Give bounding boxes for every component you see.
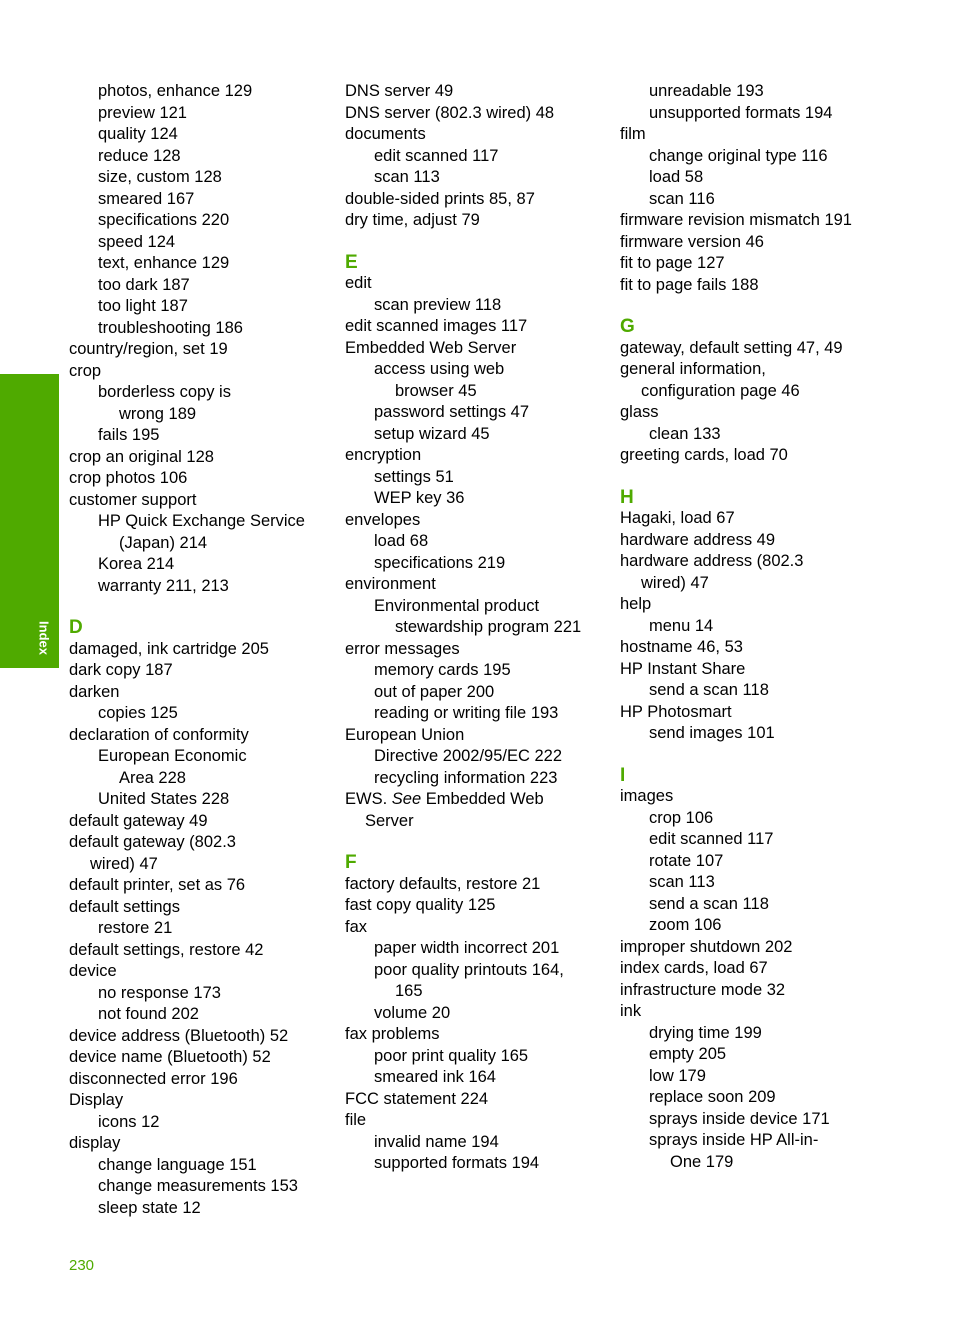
index-entry: stewardship program 221 xyxy=(395,618,582,636)
index-column-1 xyxy=(69,81,331,1219)
index-entry: low 179 xyxy=(649,1066,706,1085)
index-entry: United States 228 xyxy=(98,790,230,808)
index-entry: fax xyxy=(345,917,368,936)
index-entry: password settings 47 xyxy=(374,403,530,421)
index-entry: factory defaults, restore 21 xyxy=(345,874,541,893)
index-entry: photos, enhance 129 xyxy=(98,82,253,100)
index-entry: specifications 220 xyxy=(98,211,230,229)
index-entry: smeared ink 164 xyxy=(374,1068,496,1086)
index-entry: no response 173 xyxy=(98,983,221,1002)
index-entry: index cards, load 67 xyxy=(620,959,768,977)
index-entry: smeared 167 xyxy=(98,189,195,208)
index-entry: declaration of conformity xyxy=(69,725,249,744)
index-entry: change measurements 153 xyxy=(98,1177,298,1195)
index-entry: quality 124 xyxy=(98,125,178,143)
index-entry: setup wizard 45 xyxy=(374,424,490,443)
index-entry: HP Quick Exchange Service xyxy=(98,512,305,530)
index-entry: encryption xyxy=(345,446,422,464)
page-number: 230 xyxy=(69,1257,95,1274)
index-entry: poor quality printouts 164, xyxy=(374,960,564,979)
index-entry: zoom 106 xyxy=(649,916,722,934)
index-entry: change language 151 xyxy=(98,1155,257,1174)
index-entry: fails 195 xyxy=(98,426,160,444)
index-entry: icons 12 xyxy=(98,1112,160,1131)
index-entry: crop an original 128 xyxy=(69,447,214,466)
index-entry: size, custom 128 xyxy=(98,168,222,186)
index-entry: out of paper 200 xyxy=(374,682,495,701)
index-entry: display xyxy=(69,1134,121,1152)
index-entry: preview 121 xyxy=(98,103,187,122)
index-entry: menu 14 xyxy=(649,616,714,635)
index-entry: edit scanned 117 xyxy=(374,146,499,165)
index-entry: firmware version 46 xyxy=(620,232,764,251)
index-entry: Directive 2002/95/EC 222 xyxy=(374,747,563,765)
index-entry: configuration page 46 xyxy=(641,381,800,400)
index-entry: ink xyxy=(620,1002,642,1020)
index-entry: edit scanned 117 xyxy=(649,830,774,848)
index-entry: default gateway 49 xyxy=(69,811,208,830)
index-entry: unsupported formats 194 xyxy=(649,103,833,122)
index-entry: gateway, default setting 47, 49 xyxy=(620,338,843,357)
index-entry: send a scan 118 xyxy=(649,894,769,913)
index-entry: hardware address (802.3 xyxy=(620,552,804,570)
index-column-2 xyxy=(345,81,607,1175)
index-entry: rotate 107 xyxy=(649,851,724,870)
index-entry: double-sided prints 85, 87 xyxy=(345,189,535,208)
index-entry: film xyxy=(620,125,646,143)
index-entry: general information, xyxy=(620,360,766,378)
index-entry: HP Photosmart xyxy=(620,702,732,721)
index-entry: Hagaki, load 67 xyxy=(620,509,735,527)
index-entry: improper shutdown 202 xyxy=(620,937,793,956)
index-entry: settings 51 xyxy=(374,467,454,486)
index-entry: default settings xyxy=(69,897,180,916)
index-entry: European Economic xyxy=(98,747,247,765)
index-entry: too light 187 xyxy=(98,297,188,315)
index-entry: fit to page 127 xyxy=(620,254,725,272)
index-entry: fax problems xyxy=(345,1025,440,1043)
index-entry: device xyxy=(69,962,117,980)
index-entry: invalid name 194 xyxy=(374,1132,499,1151)
index-entry: country/region, set 19 xyxy=(69,340,228,358)
index-entry: paper width incorrect 201 xyxy=(374,939,560,957)
index-entry: restore 21 xyxy=(98,919,173,937)
index-entry: supported formats 194 xyxy=(374,1154,540,1172)
index-entry: dark copy 187 xyxy=(69,661,173,679)
index-entry: DNS server (802.3 wired) 48 xyxy=(345,103,555,122)
section-letter-heading: H xyxy=(620,486,634,508)
index-entry: infrastructure mode 32 xyxy=(620,980,786,999)
index-entry: fit to page fails 188 xyxy=(620,275,759,294)
index-entry: crop xyxy=(69,361,102,380)
index-entry: scan preview 118 xyxy=(374,295,502,314)
index-entry: text, enhance 129 xyxy=(98,254,230,272)
index-entry: too dark 187 xyxy=(98,275,190,294)
index-entry: sprays inside device 171 xyxy=(649,1109,830,1128)
index-entry: help xyxy=(620,595,652,613)
index-entry: glass xyxy=(620,403,659,421)
index-entry: warranty 211, 213 xyxy=(98,576,229,595)
index-entry: customer support xyxy=(69,490,197,509)
index-entry: HP Instant Share xyxy=(620,659,746,678)
index-entry: firmware revision mismatch 191 xyxy=(620,211,852,229)
index-entry: poor print quality 165 xyxy=(374,1046,529,1065)
index-entry: browser 45 xyxy=(395,381,477,400)
index-entry: replace soon 209 xyxy=(649,1088,776,1106)
index-entry: wired) 47 xyxy=(641,573,709,592)
index-entry: not found 202 xyxy=(98,1005,199,1023)
index-entry: 165 xyxy=(395,982,423,1000)
index-entry: edit xyxy=(345,274,372,292)
index-entry: recycling information 223 xyxy=(374,768,558,787)
section-letter-heading: F xyxy=(345,852,357,873)
index-entry: default gateway (802.3 xyxy=(69,833,236,851)
index-entry: device address (Bluetooth) 52 xyxy=(69,1026,289,1045)
index-entry: crop photos 106 xyxy=(69,469,188,487)
index-entry: Embedded Web Server xyxy=(345,338,517,357)
index-entry: unreadable 193 xyxy=(649,82,764,100)
index-entry: specifications 219 xyxy=(374,553,506,572)
index-entry: damaged, ink cartridge 205 xyxy=(69,639,269,658)
index-entry: wrong 189 xyxy=(119,404,197,423)
index-entry: access using web xyxy=(374,360,505,378)
index-entry-text: Embedded Web xyxy=(421,790,544,808)
index-entry: environment xyxy=(345,575,436,593)
section-letter-heading: G xyxy=(620,316,635,337)
index-entry: send a scan 118 xyxy=(649,681,769,699)
section-letter-heading: D xyxy=(69,617,83,638)
index-entry: copies 125 xyxy=(98,704,178,722)
index-entry: wired) 47 xyxy=(90,854,158,873)
index-entry: edit scanned images 117 xyxy=(345,317,528,335)
index-entry: drying time 199 xyxy=(649,1023,762,1042)
index-entry: troubleshooting 186 xyxy=(98,318,243,337)
index-entry: Korea 214 xyxy=(98,555,175,573)
index-column-3 xyxy=(620,81,920,1173)
index-entry: reduce 128 xyxy=(98,146,181,165)
index-entry: sprays inside HP All-in- xyxy=(649,1131,819,1149)
index-entry: error messages xyxy=(345,639,460,658)
index-entry: load 58 xyxy=(649,168,704,186)
index-entry: images xyxy=(620,787,674,805)
index-tab-label: Index xyxy=(36,621,52,655)
index-entry-text: EWS. xyxy=(345,790,392,808)
index-entry: hardware address 49 xyxy=(620,530,776,549)
index-entry: FCC statement 224 xyxy=(345,1089,489,1108)
index-entry: disconnected error 196 xyxy=(69,1069,238,1088)
section-letter-heading: E xyxy=(345,251,358,273)
index-entry: Environmental product xyxy=(374,596,540,615)
index-entry: memory cards 195 xyxy=(374,661,511,679)
index-entry: WEP key 36 xyxy=(374,489,465,507)
index-entry: load 68 xyxy=(374,532,429,550)
index-entry: greeting cards, load 70 xyxy=(620,446,788,464)
index-entry: default settings, restore 42 xyxy=(69,940,264,959)
index-entry: European Union xyxy=(345,725,465,744)
index-entry: reading or writing file 193 xyxy=(374,704,559,722)
index-entry: scan 116 xyxy=(649,189,715,208)
index-entry: One 179 xyxy=(670,1152,734,1171)
index-entry: speed 124 xyxy=(98,232,176,251)
index-entry: (Japan) 214 xyxy=(119,533,208,552)
index-entry: scan 113 xyxy=(374,168,440,186)
index-entry: sleep state 12 xyxy=(98,1198,201,1217)
index-entry: fast copy quality 125 xyxy=(345,896,496,914)
index-entry: send images 101 xyxy=(649,724,775,742)
index-entry: documents xyxy=(345,125,426,143)
index-entry: darken xyxy=(69,682,120,701)
index-entry: empty 205 xyxy=(649,1045,727,1063)
see-reference: See xyxy=(391,790,422,808)
index-entry: borderless copy is xyxy=(98,383,231,401)
index-entry: device name (Bluetooth) 52 xyxy=(69,1048,271,1066)
index-entry: default printer, set as 76 xyxy=(69,876,246,894)
index-entry: dry time, adjust 79 xyxy=(345,211,480,229)
index-entry: volume 20 xyxy=(374,1003,451,1022)
index-entry: scan 113 xyxy=(649,873,715,891)
index-entry: clean 133 xyxy=(649,424,721,443)
index-entry: change original type 116 xyxy=(649,146,828,165)
index-entry: Display xyxy=(69,1091,124,1109)
index-entry: Server xyxy=(365,811,414,830)
index-entry: hostname 46, 53 xyxy=(620,638,743,656)
section-letter-heading: I xyxy=(620,764,626,786)
index-entry: DNS server 49 xyxy=(345,82,454,100)
index-entry: file xyxy=(345,1111,367,1129)
index-entry: crop 106 xyxy=(649,808,714,827)
index-entry xyxy=(345,789,607,811)
index-entry: envelopes xyxy=(345,510,421,529)
index-entry: Area 228 xyxy=(119,768,186,787)
